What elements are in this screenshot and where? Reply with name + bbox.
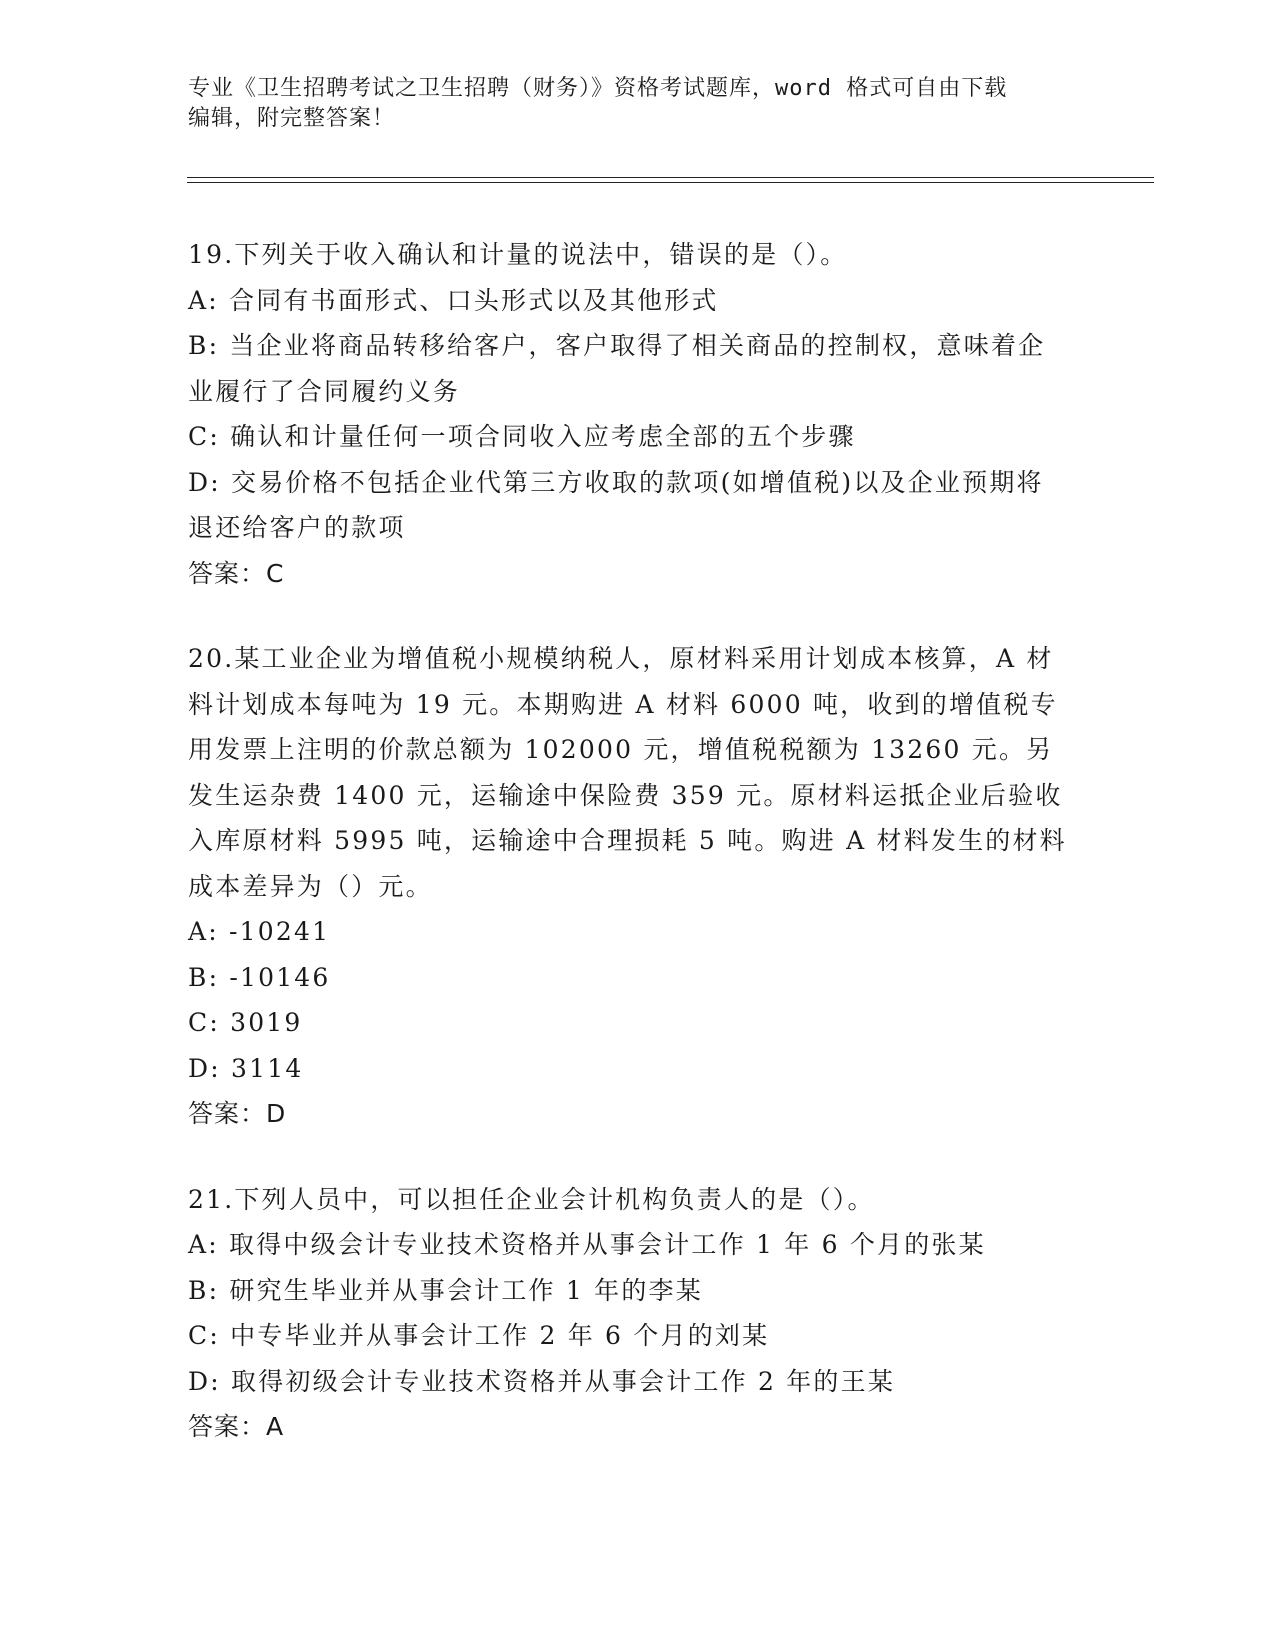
answer-label: 答案：A — [188, 1412, 285, 1441]
header-divider-top — [187, 177, 1154, 178]
option-a: A: 合同有书面形式、口头形式以及其他形式 — [188, 285, 719, 315]
option-c: C: 3019 — [188, 1008, 303, 1037]
document-header — [188, 74, 1068, 134]
option-d: D: 3114 — [188, 1053, 304, 1083]
option-d: D: 取得初级会计专业技术资格并从事会计工作 2 年的王某 — [188, 1366, 896, 1396]
answer-label: 答案：C — [188, 558, 285, 588]
header-line-1: 专业《卫生招聘考试之卫生招聘（财务）》资格考试题库，word 格式可自由下载 — [188, 76, 1008, 101]
header-divider-bottom — [187, 182, 1154, 183]
question-19 — [188, 232, 1068, 596]
question-20 — [188, 636, 1068, 1137]
question-stem: 21.下列人员中，可以担任企业会计机构负责人的是（）。 — [188, 1184, 875, 1214]
answer-label: 答案：D — [188, 1099, 287, 1128]
question-list — [188, 232, 1068, 1490]
header-line-2: 编辑，附完整答案！ — [188, 106, 396, 131]
option-a: A: 取得中级会计专业技术资格并从事会计工作 1 年 6 个月的张某 — [188, 1230, 986, 1259]
option-c: C: 确认和计量任何一项合同收入应考虑全部的五个步骤 — [188, 422, 856, 451]
question-stem: 19.下列关于收入确认和计量的说法中，错误的是（）。 — [188, 240, 848, 269]
option-c: C: 中专毕业并从事会计工作 2 年 6 个月的刘某 — [188, 1321, 770, 1350]
option-d: D: 交易价格不包括企业代第三方收取的款项(如增值税)以及企业预期将退还给客户的款项 — [188, 467, 1044, 542]
question-21 — [188, 1177, 1068, 1450]
option-a: A: -10241 — [188, 917, 331, 946]
option-b: B: 研究生毕业并从事会计工作 1 年的李某 — [188, 1275, 703, 1305]
question-stem: 20.某工业企业为增值税小规模纳税人，原材料采用计划成本核算，A 材料计划成本每吨为 19 元。本期购进 A 材料 6000 吨，收到的增值税专用发票上注明的价款总额为 102000 元，增值税税额为 13260 元。另发生运杂费 1400 元，运输途中保险费 359 元。原材料运抵企业后验收入库原材料 5995 吨，运输途中合理损耗 5 吨。购进 A 材料发生的材料成本差异为（）元。 — [188, 644, 1067, 901]
option-b: B: 当企业将商品转移给客户，客户取得了相关商品的控制权，意味着企业履行了合同履约义务 — [188, 331, 1046, 406]
option-b: B: -10146 — [188, 962, 331, 992]
